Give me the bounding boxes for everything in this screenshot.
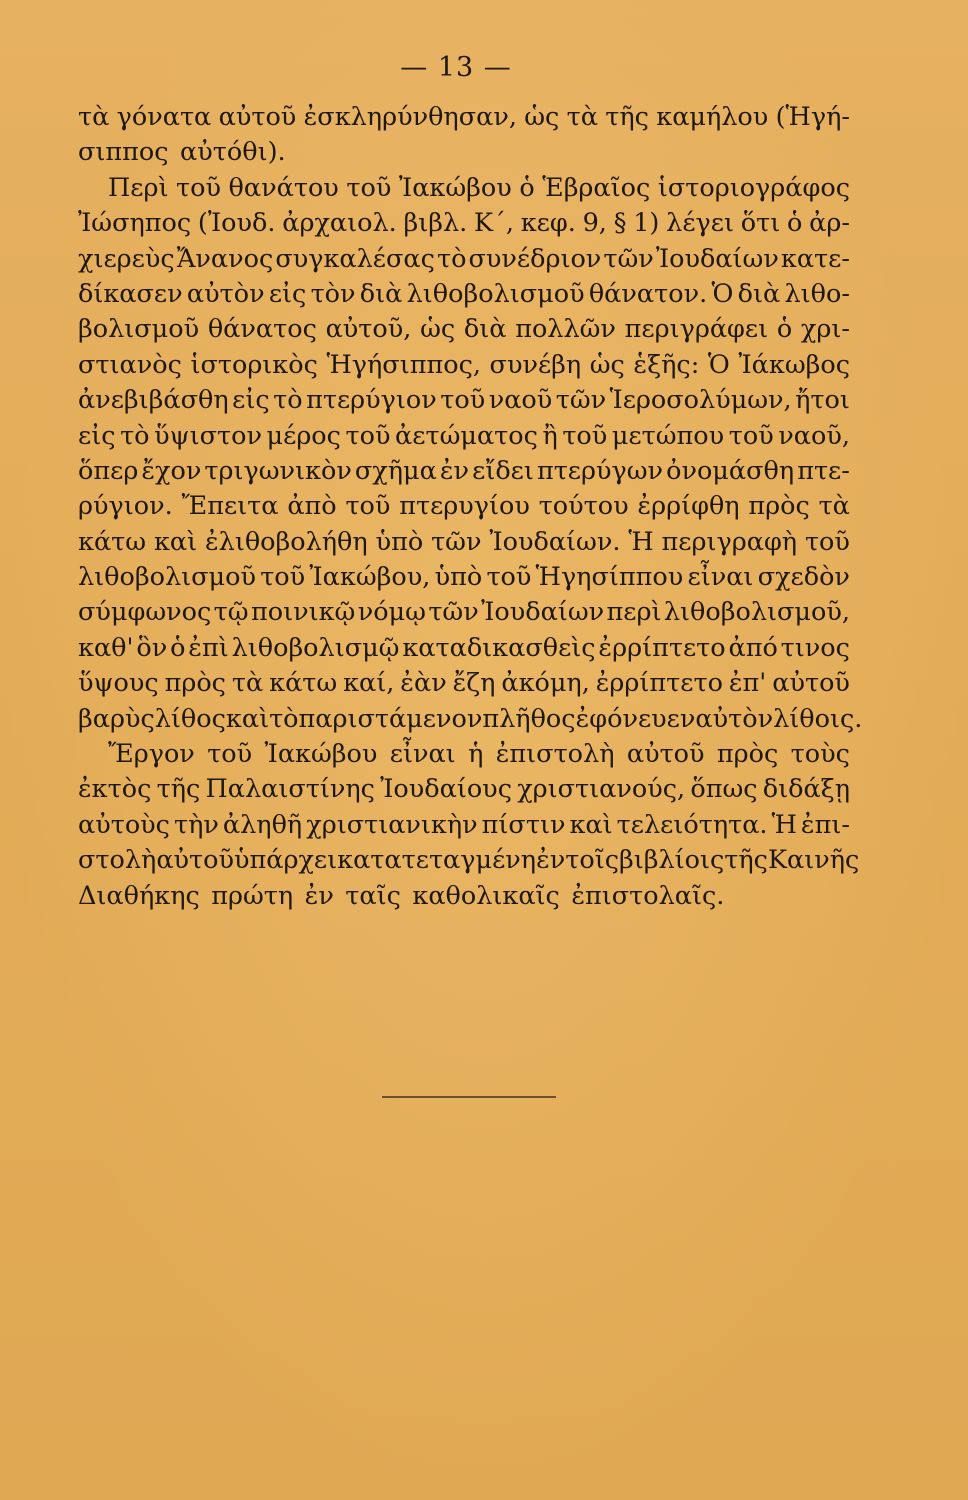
body-text — [78, 100, 863, 914]
text-line: Διαθήκης πρώτη ἐν ταῖς καθολικαῖς ἐπιστολαῖς. — [78, 880, 725, 911]
page-number: — 13 — — [400, 52, 512, 83]
text-line: ἐκτὸς τῆς Παλαιστίνης Ἰουδαίους χριστιανούς, ὅπως διδάξῃ — [78, 774, 850, 805]
text-line: κάτω καὶ ἐλιθοβολήθη ὑπὸ τῶν Ἰουδαίων. Ἡ περιγραφὴ τοῦ — [78, 526, 850, 557]
text-line: Ἔργον τοῦ Ἰακώβου εἶναι ἡ ἐπιστολὴ αὐτοῦ πρὸς τοὺς — [108, 739, 850, 770]
text-line: βολισμοῦ θάνατος αὐτοῦ, ὡς διὰ πολλῶν περιγράφει ὁ χρι- — [78, 314, 850, 345]
text-line: ἀνεβιβάσθη εἰς τὸ πτερύγιον τοῦ ναοῦ τῶν Ἱεροσολύμων, ἤτοι — [78, 385, 850, 416]
text-line: λιθοβολισμοῦ τοῦ Ἰακώβου, ὑπὸ τοῦ Ἡγησίππου εἶναι σχεδὸν — [78, 562, 850, 593]
text-line: καθ' ὃν ὁ ἐπὶ λιθοβολισμῷ καταδικασθεὶς ἐρρίπτετο ἀπό τινος — [78, 632, 850, 663]
text-line: εἰς τὸ ὕψιστον μέρος τοῦ ἀετώματος ἢ τοῦ μετώπου τοῦ ναοῦ, — [78, 420, 850, 451]
text-line: σιππος αὐτόθι). — [78, 137, 286, 168]
text-line: αὐτοὺς τὴν ἀληθῆ χριστιανικὴν πίστιν καὶ τελειότητα. Ἡ ἐπι- — [78, 809, 850, 840]
text-line: χιερεὺς Ἄνανος συγκαλέσας τὸ συνέδριον τῶν Ἰουδαίων κατε- — [78, 243, 850, 274]
text-line: ὅπερ ἔχον τριγωνικὸν σχῆμα ἐν εἴδει πτερύγων ὀνομάσθη πτε- — [78, 455, 850, 486]
text-line: στιανὸς ἱστορικὸς Ἡγήσιππος, συνέβη ὡς ἑξῆς: Ὁ Ἰάκωβος — [78, 349, 850, 380]
text-line: στολὴ αὐτοῦ ὑπάρχει κατατεταγμένη ἐν τοῖς βιβλίοις τῆς Καινῆς — [78, 845, 860, 876]
text-line: σύμφωνος τῷ ποινικῷ νόμῳ τῶν Ἰουδαίων περὶ λιθοβολισμοῦ, — [78, 597, 850, 628]
text-line: τὰ γόνατα αὐτοῦ ἐσκληρύνθησαν, ὡς τὰ τῆς καμήλου (Ἡγή- — [78, 102, 850, 132]
text-line: Ἰώσηπος (Ἰουδ. ἀρχαιολ. βιβλ. Κ΄, κεφ. 9, § 1) λέγει ὅτι ὁ ἀρ- — [78, 208, 850, 239]
text-line: δίκασεν αὐτὸν εἰς τὸν διὰ λιθοβολισμοῦ θάνατον. Ὁ διὰ λιθο- — [78, 278, 850, 309]
text-line: ρύγιον. Ἔπειτα ἀπὸ τοῦ πτερυγίου τούτου ἐρρίφθη πρὸς τὰ — [78, 491, 850, 522]
text-line: ὕψους πρὸς τὰ κάτω καί, ἐὰν ἔζη ἀκόμη, ἐρρίπτετο ἐπ' αὐτοῦ — [78, 668, 850, 699]
text-line: βαρὺς λίθος καὶ τὸ παριστάμενον πλῆθος ἐφόνευεν αὐτὸν λίθοις. — [78, 703, 863, 734]
end-divider — [382, 1096, 556, 1102]
text-line: Περὶ τοῦ θανάτου τοῦ Ἰακώβου ὁ Ἑβραῖος ἱστοριογράφος — [108, 172, 850, 203]
